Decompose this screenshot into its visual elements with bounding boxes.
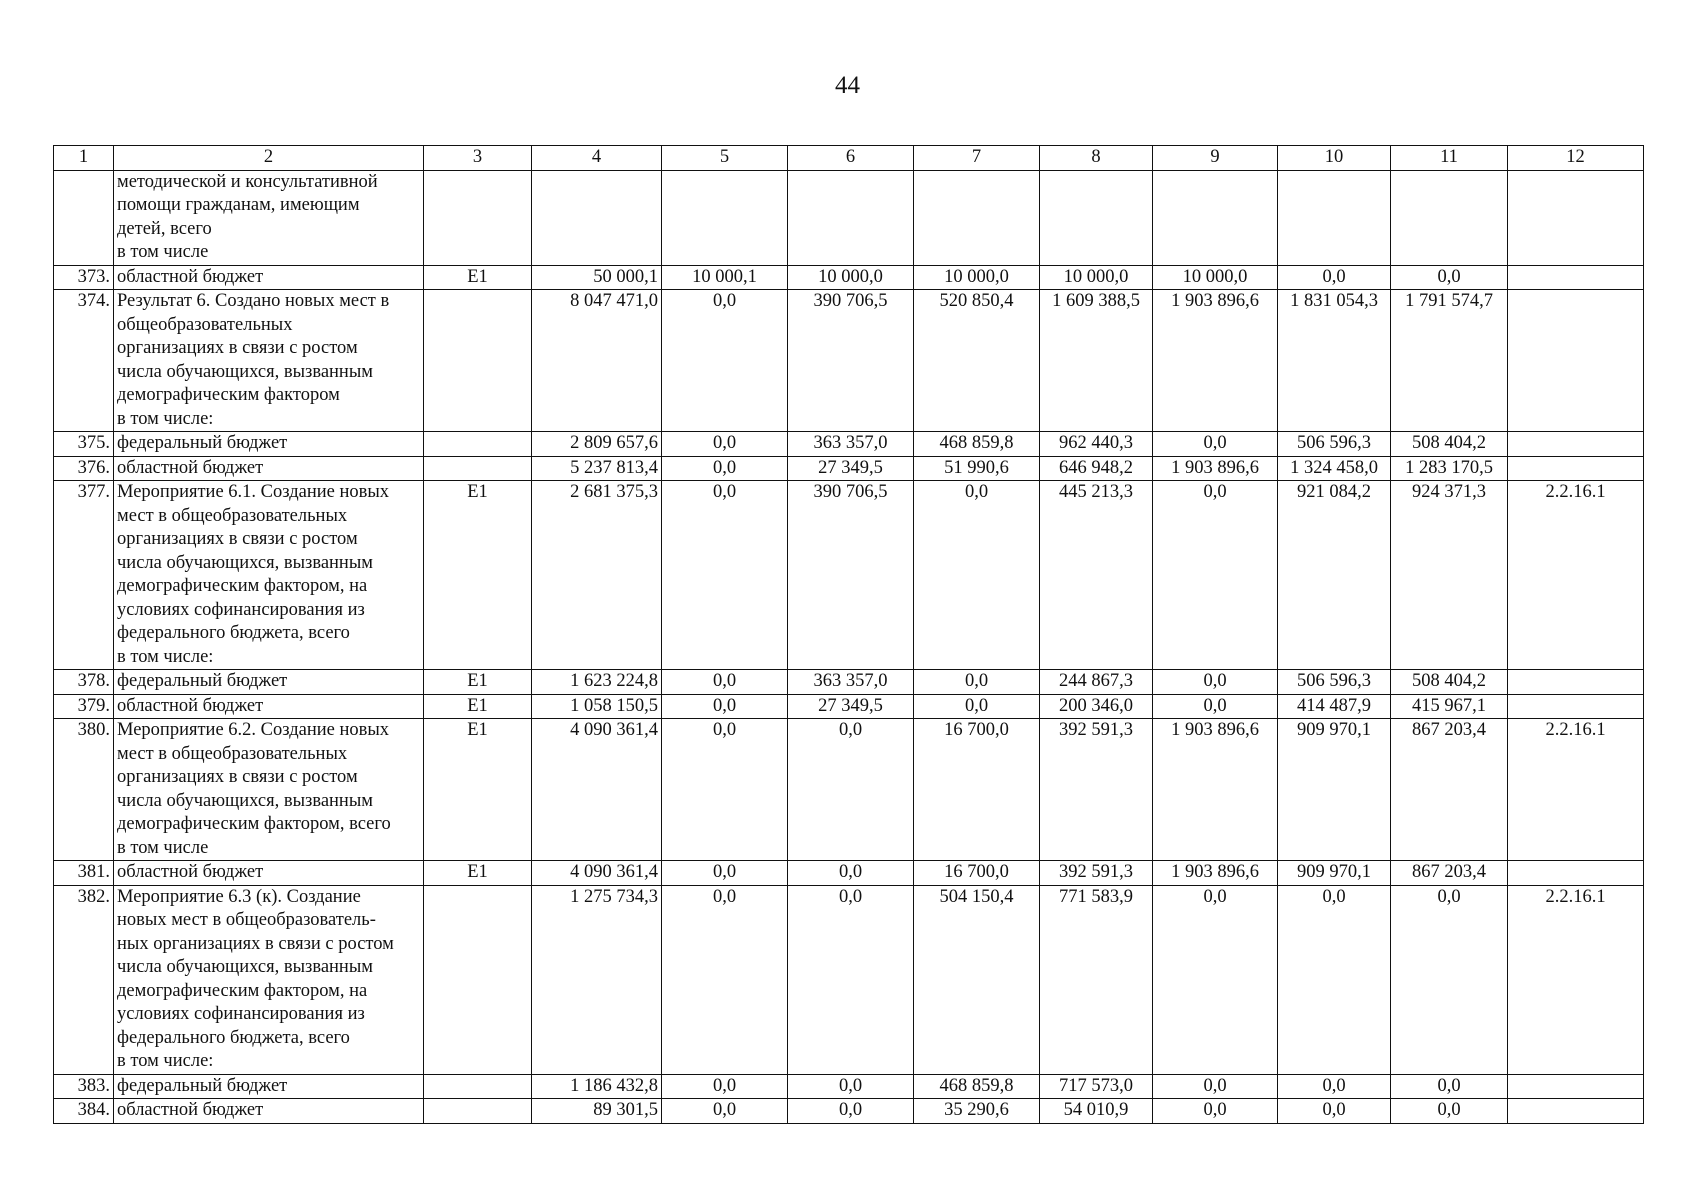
value-cell-col8: 646 948,2 <box>1040 456 1153 481</box>
value-cell-total: 1 186 432,8 <box>532 1074 662 1099</box>
value-cell-col6: 390 706,5 <box>788 290 914 432</box>
col-header: 9 <box>1153 146 1278 171</box>
value-cell-col9: 0,0 <box>1153 885 1278 1074</box>
table-row <box>54 456 1644 481</box>
value-cell-col6: 27 349,5 <box>788 456 914 481</box>
value-cell-col6: 0,0 <box>788 885 914 1074</box>
value-cell-col10: 0,0 <box>1278 1074 1391 1099</box>
row-number-cell: 380. <box>54 719 114 861</box>
reference-cell: 2.2.16.1 <box>1508 481 1644 670</box>
value-cell-total: 2 809 657,6 <box>532 432 662 457</box>
value-cell-col11: 0,0 <box>1391 265 1508 290</box>
table-row <box>54 481 1644 670</box>
table-row <box>54 670 1644 695</box>
value-cell-total: 1 623 224,8 <box>532 670 662 695</box>
table-row <box>54 265 1644 290</box>
item-name-cell: Мероприятие 6.2. Создание новых мест в общеобразовательных организациях в связи с ростом числа обучающихся, вызванным демографическим фактором, всего в том числе <box>114 719 424 861</box>
value-cell-col9: 0,0 <box>1153 670 1278 695</box>
col-header: 5 <box>662 146 788 171</box>
value-cell-col8: 1 609 388,5 <box>1040 290 1153 432</box>
value-cell-total: 5 237 813,4 <box>532 456 662 481</box>
reference-cell <box>1508 670 1644 695</box>
value-cell-col9: 0,0 <box>1153 1099 1278 1124</box>
value-cell-col7: 0,0 <box>914 670 1040 695</box>
value-cell-col7: 16 700,0 <box>914 861 1040 886</box>
value-cell-col8: 392 591,3 <box>1040 861 1153 886</box>
value-cell-col5: 0,0 <box>662 861 788 886</box>
table-row <box>54 1074 1644 1099</box>
value-cell-col10: 506 596,3 <box>1278 670 1391 695</box>
row-number-cell: 375. <box>54 432 114 457</box>
col-header: 1 <box>54 146 114 171</box>
value-cell-col9: 0,0 <box>1153 694 1278 719</box>
value-cell-col5: 0,0 <box>662 290 788 432</box>
code-cell <box>424 170 532 265</box>
value-cell-col8: 244 867,3 <box>1040 670 1153 695</box>
table-row <box>54 694 1644 719</box>
code-cell <box>424 1074 532 1099</box>
col-header: 6 <box>788 146 914 171</box>
value-cell-col8: 392 591,3 <box>1040 719 1153 861</box>
value-cell-col9: 10 000,0 <box>1153 265 1278 290</box>
code-cell <box>424 885 532 1074</box>
table-row <box>54 861 1644 886</box>
value-cell-col11: 508 404,2 <box>1391 670 1508 695</box>
value-cell-col5: 0,0 <box>662 670 788 695</box>
reference-cell <box>1508 170 1644 265</box>
value-cell-col10: 506 596,3 <box>1278 432 1391 457</box>
item-name-cell: федеральный бюджет <box>114 432 424 457</box>
col-header: 11 <box>1391 146 1508 171</box>
reference-cell: 2.2.16.1 <box>1508 719 1644 861</box>
item-name-cell: федеральный бюджет <box>114 1074 424 1099</box>
table-row <box>54 1099 1644 1124</box>
reference-cell <box>1508 432 1644 457</box>
value-cell-col11: 924 371,3 <box>1391 481 1508 670</box>
col-header: 7 <box>914 146 1040 171</box>
value-cell-col8: 717 573,0 <box>1040 1074 1153 1099</box>
value-cell-col9: 0,0 <box>1153 1074 1278 1099</box>
value-cell-col5: 0,0 <box>662 456 788 481</box>
code-cell <box>424 290 532 432</box>
value-cell-col7: 16 700,0 <box>914 719 1040 861</box>
value-cell-col7: 51 990,6 <box>914 456 1040 481</box>
value-cell-col11: 415 967,1 <box>1391 694 1508 719</box>
col-header: 8 <box>1040 146 1153 171</box>
value-cell-total: 1 275 734,3 <box>532 885 662 1074</box>
budget-table <box>53 145 1644 1124</box>
code-cell <box>424 432 532 457</box>
header-row <box>54 146 1644 171</box>
value-cell-col10: 1 324 458,0 <box>1278 456 1391 481</box>
value-cell-col10: 414 487,9 <box>1278 694 1391 719</box>
table-row <box>54 432 1644 457</box>
code-cell: Е1 <box>424 694 532 719</box>
value-cell-col6: 10 000,0 <box>788 265 914 290</box>
value-cell-col10: 1 831 054,3 <box>1278 290 1391 432</box>
value-cell-col8: 54 010,9 <box>1040 1099 1153 1124</box>
value-cell-total: 50 000,1 <box>532 265 662 290</box>
item-name-cell: Результат 6. Создано новых мест в общеобразовательных организациях в связи с ростом числа обучающихся, вызванным демографическим фактором в том числе: <box>114 290 424 432</box>
reference-cell <box>1508 1099 1644 1124</box>
row-number-cell: 379. <box>54 694 114 719</box>
value-cell-total: 4 090 361,4 <box>532 719 662 861</box>
value-cell-col9: 0,0 <box>1153 481 1278 670</box>
value-cell-col10: 0,0 <box>1278 265 1391 290</box>
row-number-cell: 384. <box>54 1099 114 1124</box>
value-cell-col7: 0,0 <box>914 481 1040 670</box>
item-name-cell: Мероприятие 6.3 (к). Создание новых мест в общеобразователь- ных организациях в связи с ростом числа обучающихся, вызванным демографическим фактором, на условиях софинансирования из федерального бюджета, всего в том числе: <box>114 885 424 1074</box>
value-cell-col6: 0,0 <box>788 861 914 886</box>
reference-cell <box>1508 1074 1644 1099</box>
reference-cell <box>1508 861 1644 886</box>
value-cell-col10: 921 084,2 <box>1278 481 1391 670</box>
value-cell-col9: 1 903 896,6 <box>1153 456 1278 481</box>
value-cell-col11: 867 203,4 <box>1391 719 1508 861</box>
value-cell-col5: 0,0 <box>662 885 788 1074</box>
col-header: 2 <box>114 146 424 171</box>
value-cell-col9: 1 903 896,6 <box>1153 861 1278 886</box>
reference-cell <box>1508 456 1644 481</box>
item-name-cell: областной бюджет <box>114 1099 424 1124</box>
value-cell-col7: 468 859,8 <box>914 432 1040 457</box>
value-cell-col6 <box>788 170 914 265</box>
table-row <box>54 885 1644 1074</box>
row-number-cell: 377. <box>54 481 114 670</box>
item-name-cell: федеральный бюджет <box>114 670 424 695</box>
value-cell-col5: 0,0 <box>662 1074 788 1099</box>
value-cell-col5: 0,0 <box>662 694 788 719</box>
value-cell-col7: 10 000,0 <box>914 265 1040 290</box>
item-name-cell: областной бюджет <box>114 694 424 719</box>
value-cell-col10: 909 970,1 <box>1278 719 1391 861</box>
col-header: 3 <box>424 146 532 171</box>
value-cell-col6: 390 706,5 <box>788 481 914 670</box>
value-cell-col9: 0,0 <box>1153 432 1278 457</box>
value-cell-col10: 0,0 <box>1278 885 1391 1074</box>
code-cell: Е1 <box>424 481 532 670</box>
value-cell-col7: 468 859,8 <box>914 1074 1040 1099</box>
col-header: 12 <box>1508 146 1644 171</box>
value-cell-col7: 35 290,6 <box>914 1099 1040 1124</box>
item-name-cell: областной бюджет <box>114 265 424 290</box>
value-cell-col8: 771 583,9 <box>1040 885 1153 1074</box>
reference-cell: 2.2.16.1 <box>1508 885 1644 1074</box>
table-row <box>54 290 1644 432</box>
value-cell-col11: 1 283 170,5 <box>1391 456 1508 481</box>
value-cell-col6: 363 357,0 <box>788 432 914 457</box>
row-number-cell: 378. <box>54 670 114 695</box>
reference-cell <box>1508 290 1644 432</box>
code-cell: Е1 <box>424 670 532 695</box>
code-cell: Е1 <box>424 861 532 886</box>
value-cell-col6: 0,0 <box>788 1074 914 1099</box>
value-cell-total: 4 090 361,4 <box>532 861 662 886</box>
value-cell-col5: 0,0 <box>662 481 788 670</box>
value-cell-total <box>532 170 662 265</box>
value-cell-col11: 0,0 <box>1391 885 1508 1074</box>
value-cell-total: 8 047 471,0 <box>532 290 662 432</box>
value-cell-col8: 445 213,3 <box>1040 481 1153 670</box>
value-cell-col7 <box>914 170 1040 265</box>
row-number-cell <box>54 170 114 265</box>
value-cell-col11 <box>1391 170 1508 265</box>
value-cell-col10 <box>1278 170 1391 265</box>
value-cell-col7: 504 150,4 <box>914 885 1040 1074</box>
value-cell-col11: 508 404,2 <box>1391 432 1508 457</box>
code-cell <box>424 1099 532 1124</box>
table-body <box>54 170 1644 1123</box>
value-cell-col11: 1 791 574,7 <box>1391 290 1508 432</box>
value-cell-total: 1 058 150,5 <box>532 694 662 719</box>
value-cell-col9: 1 903 896,6 <box>1153 719 1278 861</box>
item-name-cell: областной бюджет <box>114 456 424 481</box>
row-number-cell: 381. <box>54 861 114 886</box>
value-cell-col11: 0,0 <box>1391 1074 1508 1099</box>
value-cell-col8: 962 440,3 <box>1040 432 1153 457</box>
value-cell-col6: 0,0 <box>788 719 914 861</box>
code-cell: Е1 <box>424 265 532 290</box>
value-cell-col6: 27 349,5 <box>788 694 914 719</box>
value-cell-col9 <box>1153 170 1278 265</box>
value-cell-col7: 520 850,4 <box>914 290 1040 432</box>
table-row <box>54 170 1644 265</box>
value-cell-col5: 10 000,1 <box>662 265 788 290</box>
item-name-cell: методической и консультативной помощи гражданам, имеющим детей, всего в том числе <box>114 170 424 265</box>
row-number-cell: 382. <box>54 885 114 1074</box>
table-row <box>54 719 1644 861</box>
value-cell-col11: 0,0 <box>1391 1099 1508 1124</box>
value-cell-col11: 867 203,4 <box>1391 861 1508 886</box>
item-name-cell: Мероприятие 6.1. Создание новых мест в общеобразовательных организациях в связи с ростом числа обучающихся, вызванным демографическим фактором, на условиях софинансирования из федерального бюджета, всего в том числе: <box>114 481 424 670</box>
value-cell-col9: 1 903 896,6 <box>1153 290 1278 432</box>
col-header: 4 <box>532 146 662 171</box>
value-cell-col5: 0,0 <box>662 719 788 861</box>
reference-cell <box>1508 694 1644 719</box>
code-cell: Е1 <box>424 719 532 861</box>
col-header: 10 <box>1278 146 1391 171</box>
value-cell-col10: 909 970,1 <box>1278 861 1391 886</box>
value-cell-col8: 200 346,0 <box>1040 694 1153 719</box>
item-name-cell: областной бюджет <box>114 861 424 886</box>
value-cell-col5 <box>662 170 788 265</box>
value-cell-col7: 0,0 <box>914 694 1040 719</box>
value-cell-total: 2 681 375,3 <box>532 481 662 670</box>
page-number: 44 <box>835 72 860 99</box>
value-cell-total: 89 301,5 <box>532 1099 662 1124</box>
row-number-cell: 374. <box>54 290 114 432</box>
row-number-cell: 383. <box>54 1074 114 1099</box>
value-cell-col6: 0,0 <box>788 1099 914 1124</box>
value-cell-col8: 10 000,0 <box>1040 265 1153 290</box>
value-cell-col5: 0,0 <box>662 432 788 457</box>
row-number-cell: 376. <box>54 456 114 481</box>
code-cell <box>424 456 532 481</box>
value-cell-col6: 363 357,0 <box>788 670 914 695</box>
value-cell-col10: 0,0 <box>1278 1099 1391 1124</box>
value-cell-col8 <box>1040 170 1153 265</box>
row-number-cell: 373. <box>54 265 114 290</box>
value-cell-col5: 0,0 <box>662 1099 788 1124</box>
reference-cell <box>1508 265 1644 290</box>
